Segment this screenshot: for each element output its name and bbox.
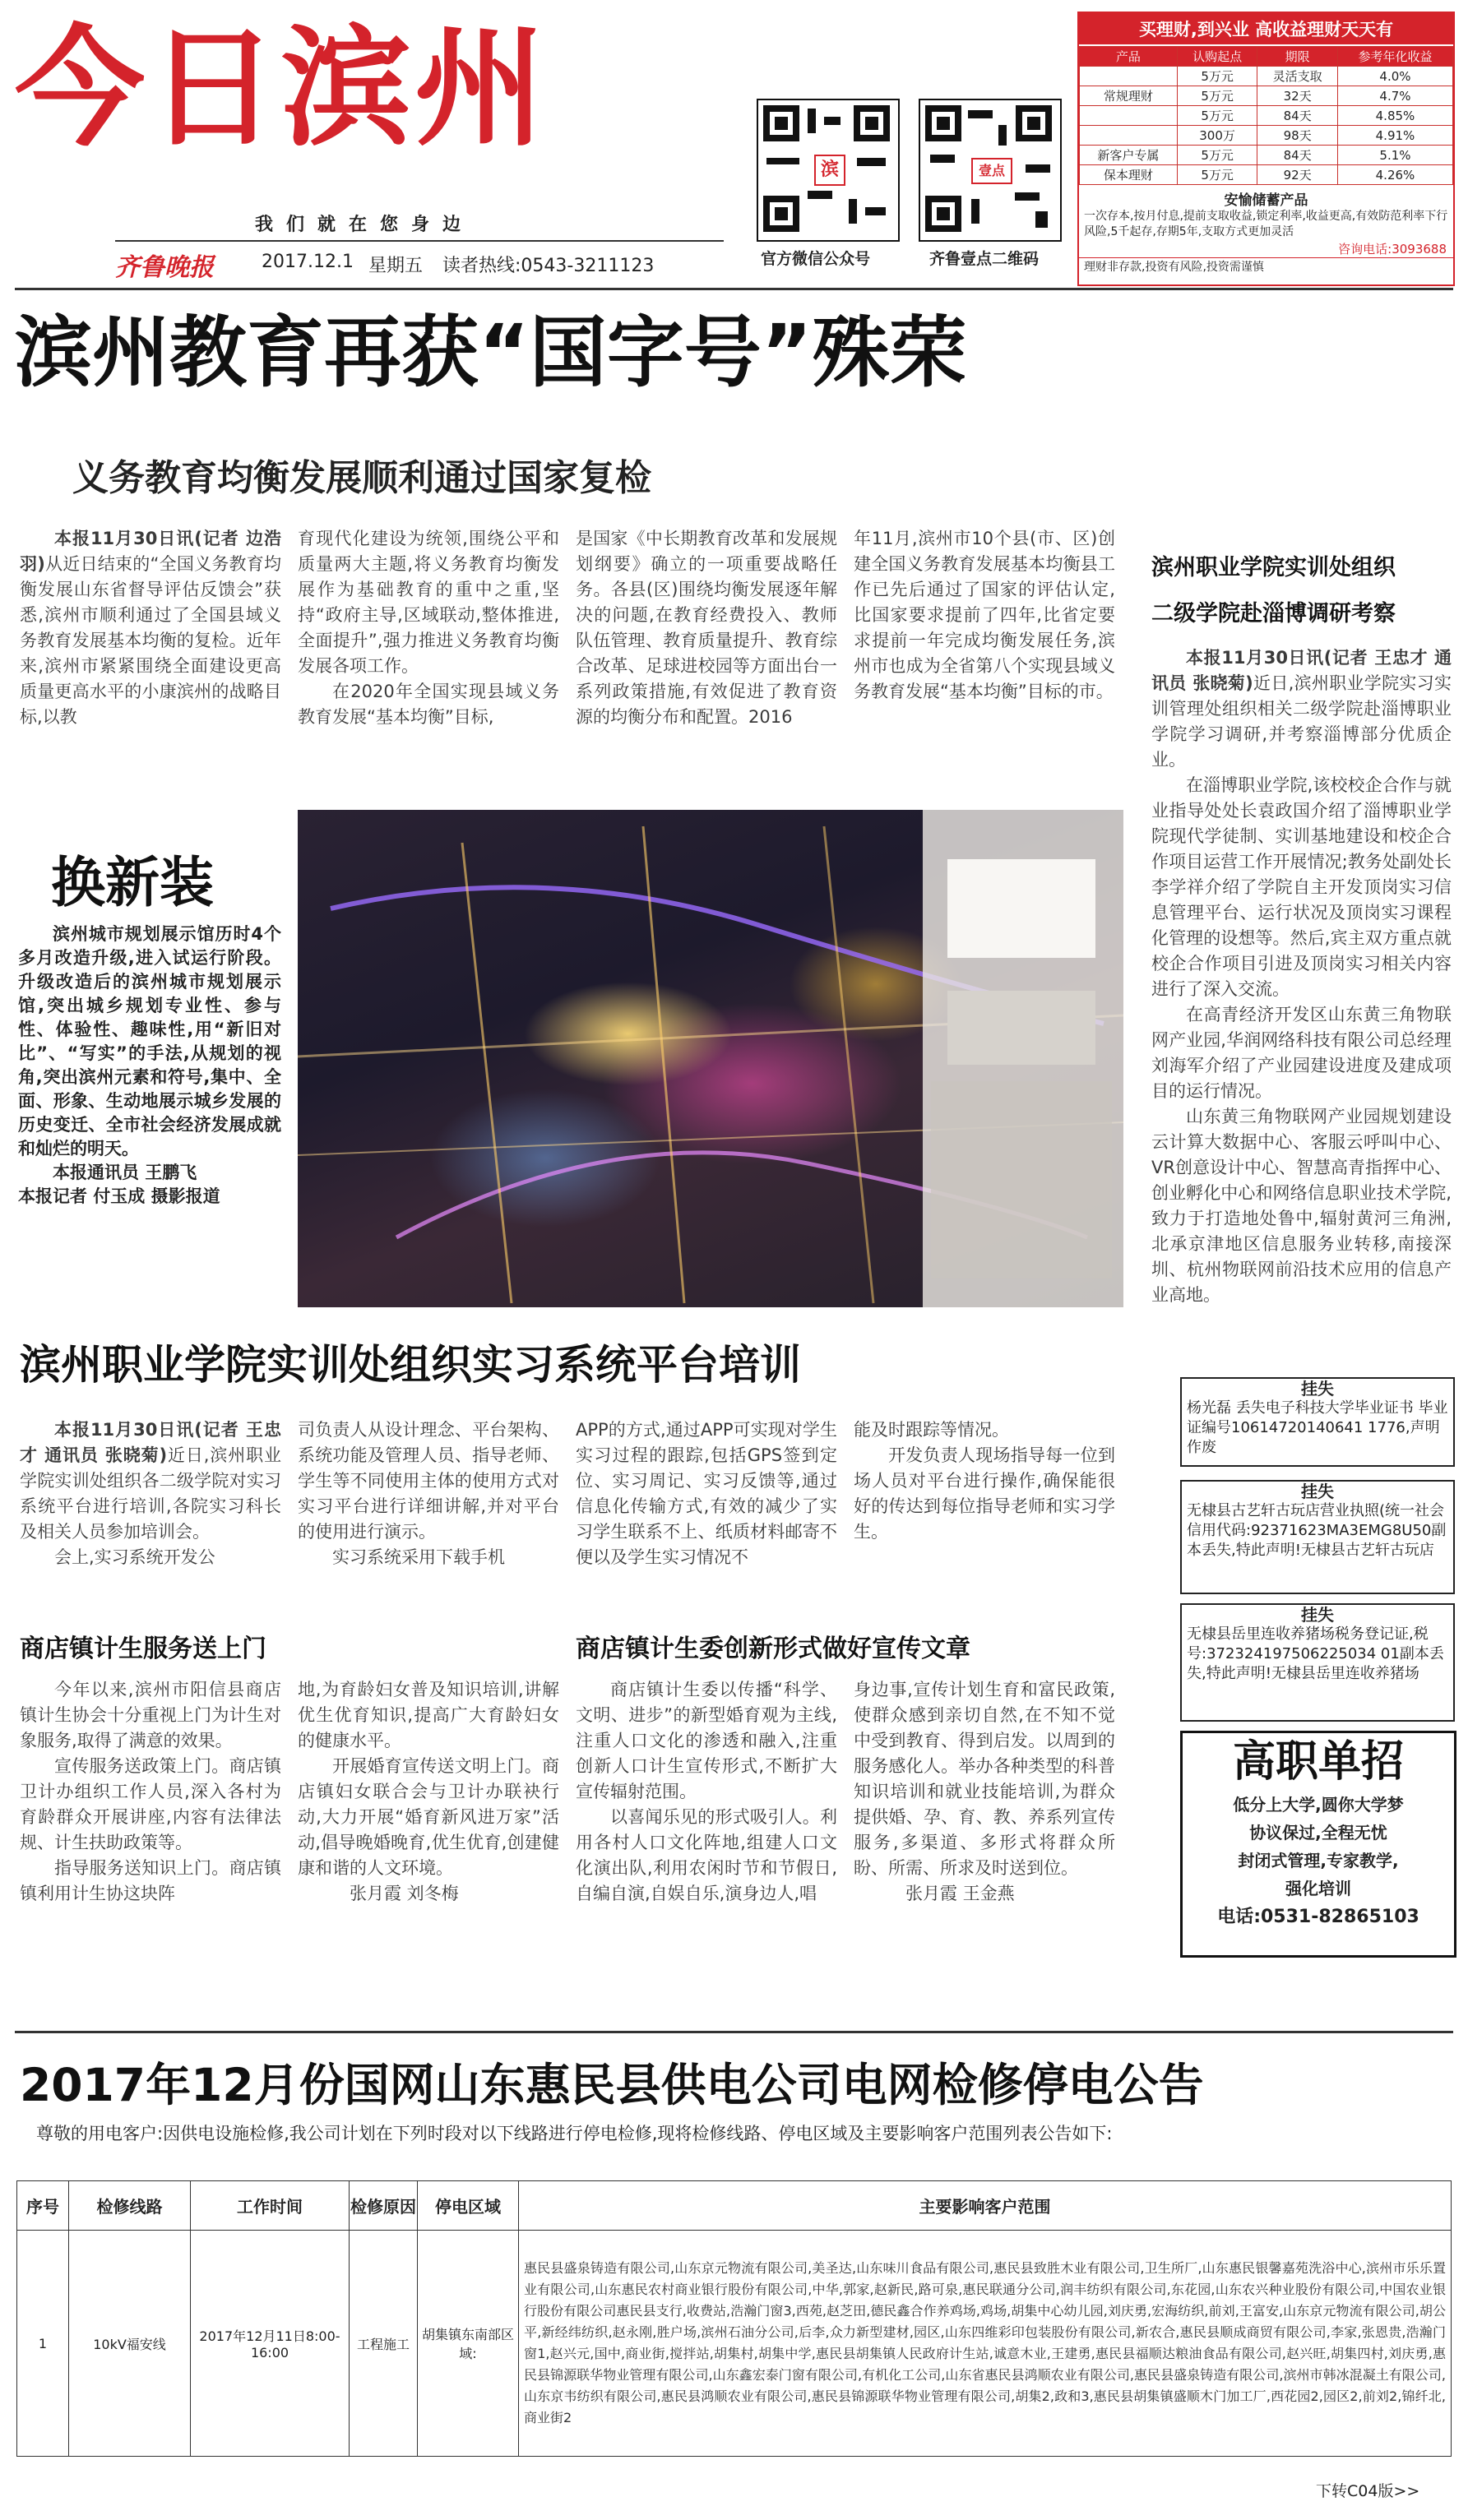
side-text: 在淄博职业学院,该校校企合作与就业指导处处长袁政国介绍了淄博职业学院现代学徒制、实训基地建设和校企合作项目运营工作开展情况;教务处副处长李学祥介绍了学院自主开发顶岗实习信息管理平台、运行状况及顶岗实习课程化管理的设想等。然后,宾主双方重点就校企合作项目引进及顶岗实习相关内容进行了深入交流。 <box>1151 775 1452 999</box>
masthead-rule <box>115 240 724 242</box>
lost-notice <box>1180 1480 1455 1594</box>
lead-text: 年11月,滨州市10个县(市、区)创建全国义务教育发展基本均衡县工作已先后通过了国家的评估认定,比国家要求提前了四年,比省定要求提前一年完成均衡发展任务,滨州市也成为全省第八个实现县域义务教育发展“基本均衡”目标的市。 <box>854 529 1115 701</box>
story2-text: 近日,滨州职业学院实训处组织各二级学院对实习系统平台进行培训,各院实习科长及相关人员参加培训会。 <box>20 1445 281 1542</box>
bank-ad-header: 参考年化收益 <box>1337 47 1452 67</box>
power-notice-table-wrap <box>16 2180 1452 2457</box>
cell: 32天 <box>1257 86 1338 106</box>
cell: 4.7% <box>1337 86 1452 106</box>
side-text: 近日,滨州职业学院实习实训管理处组织相关二级学院赴淄博职业学院学习调研,并考察淄博部分优质企业。 <box>1151 673 1452 770</box>
story2-column-4 <box>854 1417 1115 1605</box>
cell: 5万元 <box>1177 165 1257 185</box>
lost-notice <box>1180 1377 1455 1467</box>
story3-column-1 <box>20 1677 281 1949</box>
lead-headline: 滨州教育再获“国字号”殊荣 <box>15 308 967 398</box>
lead-text: 在2020年全国实现县域义务教育发展“基本均衡”目标, <box>298 682 559 727</box>
cell-no: 1 <box>17 2231 69 2457</box>
story3-credit: 张月霞 刘冬梅 <box>350 1884 459 1903</box>
cell <box>1080 67 1178 86</box>
photo-title: 换新装 <box>51 851 214 914</box>
story3-text: 指导服务送知识上门。商店镇镇利用计生协这块阵 <box>20 1858 281 1903</box>
cell <box>1080 126 1178 146</box>
lost-notice-title: 挂失 <box>1301 1605 1334 1625</box>
side-story-body <box>1151 645 1452 1328</box>
table-header: 工作时间 <box>191 2181 350 2231</box>
lost-notice-text: 无棣县岳里连收养猪场税务登记证,税号:372324197506225034 01副本丢失,特此声明!无棣县岳里连收养猪场 <box>1187 1625 1444 1682</box>
bank-ad-header: 产品 <box>1080 47 1178 67</box>
side-headline-2: 二级学院赴淄博调研考察 <box>1151 601 1396 627</box>
lead-column-2 <box>298 526 559 765</box>
table-header: 主要影响客户范围 <box>519 2181 1452 2231</box>
story4-text: 商店镇计生委以传播“科学、文明、进步”的新型婚育观为主线,注重人口文化的渗透和融入,注重创新人口计生宣传形式,不断扩大宣传辐射范围。 <box>576 1680 837 1801</box>
lead-byline: 本报11月30日讯(记者 边浩羽) <box>20 529 281 574</box>
lost-notice-title: 挂失 <box>1301 1379 1334 1399</box>
notice-top-rule <box>15 2031 1453 2033</box>
story2-headline: 滨州职业学院实训处组织实习系统平台培训 <box>20 1341 801 1389</box>
lead-column-1 <box>20 526 281 765</box>
cell: 92天 <box>1257 165 1338 185</box>
table-header: 检修线路 <box>69 2181 191 2231</box>
cell: 5万元 <box>1177 146 1257 165</box>
cell: 84天 <box>1257 146 1338 165</box>
bank-ad[interactable] <box>1077 12 1455 286</box>
bank-ad-row <box>1080 86 1453 106</box>
lost-notice-text: 无棣县古艺轩古玩店营业执照(统一社会信用代码:92371623MA3EMG8U50副本丢失,特此声明!无棣县古艺轩古玩店 <box>1187 1502 1447 1559</box>
qilu-qr-code[interactable] <box>919 99 1062 242</box>
story2-text: 开发负责人现场指导每一位到场人员对平台进行操作,确保能很好的传达到每位指导老师和实习学生。 <box>854 1445 1115 1542</box>
story2-text: APP的方式,通过APP可实现对学生实习过程的跟踪,包括GPS签到定位、实习周记、实习反馈等,通过信息化传输方式,有效的减少了实习学生联系不上、纸质材料邮寄不便以及学生实习情况不 <box>576 1420 837 1567</box>
bank-ad-subtitle: 安愉储蓄产品 <box>1224 192 1308 209</box>
qr-logo: 壹点 <box>971 158 1012 184</box>
cell: 4.0% <box>1337 67 1452 86</box>
table-header: 检修原因 <box>350 2181 418 2231</box>
cell: 5万元 <box>1177 86 1257 106</box>
lead-column-4 <box>854 526 1115 765</box>
masthead-title: 今日滨州 <box>15 13 548 164</box>
story4-column-2 <box>854 1677 1115 1949</box>
table-row <box>17 2231 1452 2457</box>
table-header: 序号 <box>17 2181 69 2231</box>
cell: 5.1% <box>1337 146 1452 165</box>
wechat-qr-code[interactable] <box>757 99 900 242</box>
side-headline-1: 滨州职业学院实训处组织 <box>1151 555 1396 580</box>
city-model-photo[interactable] <box>298 810 1123 1307</box>
newspaper-brand: 齐鲁晚报 <box>115 253 214 282</box>
cell: 4.26% <box>1337 165 1452 185</box>
masthead-divider <box>15 288 1453 290</box>
story4-column-1 <box>576 1677 837 1949</box>
story3-text: 开展婚育宣传送文明上门。商店镇妇女联合会与卫计办联袂行动,大力开展“婚育新风进万家”活动,倡导晚婚晚育,优生优育,创建健康和谐的人文环境。 <box>298 1756 559 1878</box>
continued-link[interactable]: 下转C04版>> <box>1316 2482 1420 2500</box>
story3-column-2 <box>298 1677 559 1949</box>
bank-ad-row <box>1080 106 1453 126</box>
bank-ad-header: 认购起点 <box>1177 47 1257 67</box>
lead-text: 育现代化建设为统领,围绕公平和质量两大主题,将义务教育均衡发展作为基础教育的重中之重,坚持“政府主导,区域联动,整体推进,全面提升”,强力推进义务教育均衡发展各项工作。 <box>298 529 559 676</box>
bank-ad-row <box>1080 67 1453 86</box>
school-ad-line: 强化培训 <box>1285 1879 1351 1898</box>
story3-text: 地,为育龄妇女普及知识培训,讲解优生优育知识,提高广大育龄妇女的健康水平。 <box>298 1680 559 1750</box>
lost-notice-title: 挂失 <box>1301 1482 1334 1501</box>
issue-weekday: 星期五 <box>368 256 424 276</box>
cell: 新客户专属 <box>1080 146 1178 165</box>
bank-ad-row <box>1080 165 1453 185</box>
bank-ad-header: 期限 <box>1257 47 1338 67</box>
story2-text: 司负责人从设计理念、平台架构、系统功能及管理人员、指导老师、学生等不同使用主体的使用方式对实习平台进行详细讲解,并对平台的使用进行演示。 <box>298 1420 559 1542</box>
power-notice-title: 2017年12月份国网山东惠民县供电公司电网检修停电公告 <box>20 2059 1204 2111</box>
masthead-slogan: 我们就在您身边 <box>255 215 475 235</box>
lead-text: 从近日结束的“全国义务教育均衡发展山东省督导评估反馈会”获悉,滨州市顺利通过了全国县域义务教育发展基本均衡的复检。近年来,滨州市紧紧围绕全面建设更高质量更高水平的小康滨州的战略目标,以教 <box>20 554 281 727</box>
cell: 300万 <box>1177 126 1257 146</box>
cell: 保本理财 <box>1080 165 1178 185</box>
cell: 4.91% <box>1337 126 1452 146</box>
photo-caption-text: 滨州城市规划展示馆历时4个多月改造升级,进入试运行阶段。升级改造后的滨州城市规划展示馆,突出城乡规划专业性、参与性、体验性、趣味性,用“新旧对比”、“写实”的手法,从规划的视角,突出滨州元素和符号,集中、全面、形象、生动地展示城乡发展的历史变迁、全市社会经济发展成就和灿烂的明天。 <box>18 924 281 1158</box>
cell: 98天 <box>1257 126 1338 146</box>
lost-notice <box>1180 1603 1455 1722</box>
cell: 灵活支取 <box>1257 67 1338 86</box>
cell: 84天 <box>1257 106 1338 126</box>
story2-column-3 <box>576 1417 837 1605</box>
side-text: 在高青经济开发区山东黄三角物联网产业园,华润网络科技有限公司总经理刘海军介绍了产业园建设进度及建成项目的运行情况。 <box>1151 1005 1452 1101</box>
story2-text: 能及时跟踪等情况。 <box>854 1420 1009 1440</box>
bank-ad-title: 买理财,到兴业 高收益理财天天有 <box>1079 13 1453 44</box>
cell: 5万元 <box>1177 106 1257 126</box>
qr1-caption: 官方微信公众号 <box>761 250 871 268</box>
cell-reason: 工程施工 <box>350 2231 418 2457</box>
photo-caption <box>18 922 281 1235</box>
lead-column-3 <box>576 526 837 765</box>
cell-time: 2017年12月11日8:00-16:00 <box>191 2231 350 2457</box>
city-model-overlay <box>298 810 1123 1307</box>
school-ad-title: 高职单招 <box>1232 1737 1404 1787</box>
lost-notice-text: 杨光磊 丢失电子科技大学毕业证书 毕业证编号10614720140641 1776,声明作废 <box>1187 1399 1448 1456</box>
school-ad[interactable] <box>1180 1731 1456 1958</box>
story4-credit: 张月霞 王金燕 <box>905 1884 1015 1903</box>
cell: 常规理财 <box>1080 86 1178 106</box>
school-ad-line: 协议保过,全程无忧 <box>1249 1823 1387 1843</box>
lead-text: 是国家《中长期教育改革和发展规划纲要》确立的一项重要战略任务。各县(区)围绕均衡发展逐年解决的问题,在教育经费投入、教师队伍管理、教育质量提升、教育综合改革、足球进校园等方面出台一系列政策措施,有效促进了教育资源的均衡分布和配置。2016 <box>576 529 837 727</box>
power-notice-table <box>16 2180 1452 2457</box>
photo-credit: 本报记者 付玉成 摄影报道 <box>18 1186 220 1206</box>
side-byline: 本报11月30日讯(记者 王忠才 通讯员 张晓菊) <box>1151 648 1452 693</box>
reader-hotline: 读者热线:0543-3211123 <box>442 256 655 276</box>
story2-text: 会上,实习系统开发公 <box>54 1547 215 1567</box>
story3-headline: 商店镇计生服务送上门 <box>20 1635 266 1663</box>
cell <box>1080 106 1178 126</box>
bank-ad-row <box>1080 146 1453 165</box>
school-ad-phone: 电话:0531-82865103 <box>1217 1907 1419 1927</box>
table-header: 停电区域 <box>418 2181 519 2231</box>
lead-subhead: 义务教育均衡发展顺利通过国家复检 <box>72 457 651 499</box>
power-notice-intro: 尊敬的用电客户:因供电设施检修,我公司计划在下列时段对以下线路进行停电检修,现将检修线路、停电区域及主要影响客户范围列表公告如下: <box>36 2124 1113 2143</box>
story3-text: 今年以来,滨州市阳信县商店镇计生协会十分重视上门为计生对象服务,取得了满意的效果。 <box>20 1680 281 1750</box>
photo-credit: 本报通讯员 王鹏飞 <box>53 1163 197 1182</box>
bank-ad-consult: 咨询电话:3093688 <box>1338 242 1447 257</box>
story2-column-2 <box>298 1417 559 1605</box>
story3-text: 宣传服务送政策上门。商店镇卫计办组织工作人员,深入各村为育龄群众开展讲座,内容有法律法规、计生扶助政策等。 <box>20 1756 281 1852</box>
story2-text: 实习系统采用下载手机 <box>332 1547 505 1567</box>
story4-text: 身边事,宣传计划生育和富民政策,使群众感到亲切自然,在不知不觉中受到教育、得到启发。以周到的服务感化人。举办各种类型的科普知识培训和就业技能培训,为群众提供婚、孕、育、教、养系列宣传服务,多渠道、多形式将群众所盼、所需、所求及时送到位。 <box>854 1680 1115 1878</box>
cell-line: 10kV福安线 <box>69 2231 191 2457</box>
qr2-caption: 齐鲁壹点二维码 <box>929 250 1040 268</box>
bank-ad-footer: 理财非存款,投资有风险,投资需谨慎 <box>1079 257 1453 275</box>
bank-ad-table <box>1079 46 1453 185</box>
cell: 4.85% <box>1337 106 1452 126</box>
story4-text: 以喜闻乐见的形式吸引人。利用各村人口文化阵地,组建人口文化演出队,利用农闲时节和节假日,自编自演,自娱自乐,演身边人,唱 <box>576 1807 837 1903</box>
school-ad-line: 封闭式管理,专家教学, <box>1238 1851 1399 1870</box>
story2-column-1 <box>20 1417 281 1605</box>
bank-ad-row <box>1080 126 1453 146</box>
cell: 5万元 <box>1177 67 1257 86</box>
story2-byline: 本报11月30日讯(记者 王忠才 通讯员 张晓菊) <box>20 1420 281 1465</box>
side-text: 山东黄三角物联网产业园规划建设云计算大数据中心、客服云呼叫中心、VR创意设计中心、智慧高青指挥中心、创业孵化中心和网络信息职业技术学院,致力于打造地处鲁中,辐射黄河三角洲,北承京津地区信息服务业转移,南接深圳、杭州物联网前沿技术应用的信息产业高地。 <box>1151 1107 1452 1305</box>
cell-customers: 惠民县盛泉铸造有限公司,山东京元物流有限公司,美圣达,山东味川食品有限公司,惠民县致胜木业有限公司,卫生所厂,山东惠民银馨嘉苑洗浴中心,滨州市乐乐置业有限公司,山东惠民农村商业银行股份有限公司,中华,郭家,赵新民,路可泉,惠民联通分公司,润丰纺织有限公司,东花园,山东农兴种业股份有限公司,中国农业银行股份有限公司惠民县支行,收费站,浩瀚门窗3,西苑,赵芝田,德民鑫合作养鸡场,鸡场,胡集中心幼儿园,刘庆勇,宏海纺织,前刘,王富安,山东京元物流有限公司,胡公平,新经纬纺织,赵永刚,胜户场,滨州石油分公司,后李,众力新型建材,园区,山东四维彩印包装股份有限公司,新农合,惠民县顺成商贸有限公司,李家,张恩贵,浩瀚门窗1,赵兴元,国中,商业街,搅拌站,胡集村,胡集中学,惠民县胡集镇人民政府计生站,诚意木业,王建勇,惠民县福顺达粮油食品有限公司,赵兴旺,胡集四村,刘庆勇,惠民县锦源联华物业管理有限公司,山东鑫宏泰门窗有限公司,有机化工公司,山东省惠民县鸿顺农业有限公司,惠民县盛泉铸造有限公司,滨州市韩冰混凝土有限公司,山东京韦纺织有限公司,惠民县鸿顺农业有限公司,惠民县锦源联华物业管理有限公司,胡集2,政和3,惠民县胡集镇盛顺木门加工厂,西花园2,园区2,前刘2,锦纤北,商业街2 <box>519 2231 1452 2457</box>
issue-date: 2017.12.1 <box>262 252 354 272</box>
bank-ad-desc: 一次存本,按月付息,提前支取收益,锁定利率,收益更高,有效防范利率下行风险,5千起存,存期5年,支取方式更加灵活 <box>1084 210 1448 238</box>
cell-area: 胡集镇东南部区域: <box>418 2231 519 2457</box>
story4-headline: 商店镇计生委创新形式做好宣传文章 <box>576 1635 970 1663</box>
qr-logo: 滨 <box>814 155 845 186</box>
school-ad-line: 低分上大学,圆你大学梦 <box>1233 1795 1404 1815</box>
